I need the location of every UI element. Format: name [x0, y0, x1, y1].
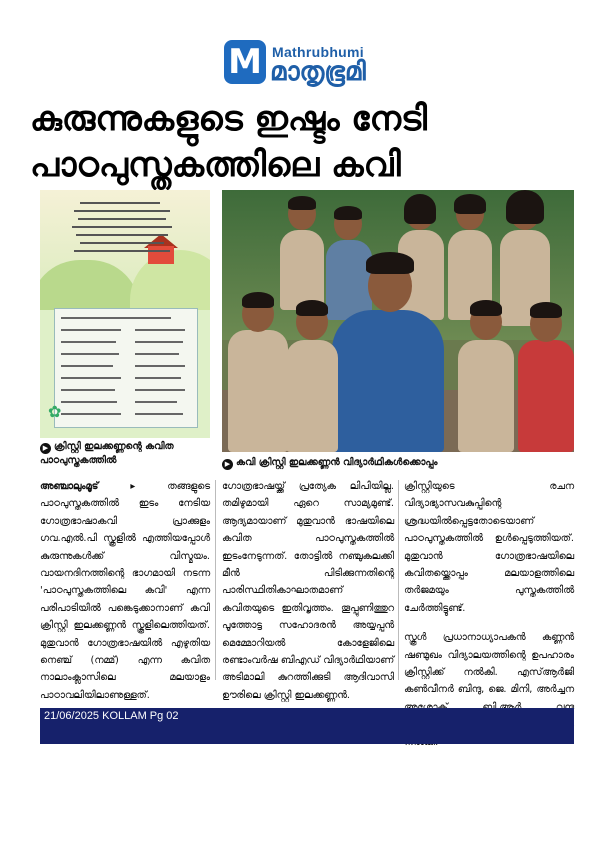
article-column-1: [40, 478, 210, 746]
headline-line-2: പാഠപുസ്തകത്തിലെ കവി: [30, 145, 401, 185]
student-figure: [458, 340, 514, 452]
article-paragraph: ഗോത്രഭാഷയ്ക്ക് പ്രത്യേക ലിപിയില്ല. തമിഴുമായി ഏറെ സാമ്യമുണ്ട്. ആദ്യമായാണ് മുതുവാൻ ഭാഷയിലെ കവിത പാഠപുസ്തകത്തിൽ ഇടംനേടുന്നത്. തോട്ടിൽ നഞ്ചുകലക്കി മീൻ പിടിക്കുന്നതിന്റെ പാരിസ്ഥിതികാഘാതമാണ് കവിതയുടെ ഇതിവൃത്തം. തൂപ്പുണിത്തുറ പൂത്തോട്ട സഹോദരൻ അയ്യപ്പൻ മെമ്മോറിയൽ കോളേജിലെ രണ്ടാംവർഷ ബിഎഡ് വിദ്യാർഥിയാണ് അടിമാലി കുറത്തിക്കുടി ആദിവാസി ഊരിലെ ക്രിസ്റ്റി ഇലക്കണ്ണൻ.: [222, 481, 394, 701]
student-hair: [288, 196, 316, 210]
poet-with-students-photo: [222, 190, 574, 452]
student-figure: [518, 340, 574, 452]
article-paragraph: അഞ്ചാലുംമൂട് ▸ തങ്ങളുടെ പാഠപുസ്തകത്തിൽ ഇടം നേടിയ ഗോത്രഭാഷാകവി പ്രാക്കുളം ഗവ.എൽ.പി സ്കൂളിൽ എത്തിയപ്പോൾ കുരുന്നുകൾക്ക് വിസ്മയം. വായനദിനത്തിന്റെ ഭാഗമായി നടന്ന 'പാഠപുസ്തകത്തിലെ കവി' എന്ന പരിപാടിയിൽ പങ്കെടുക്കാനാണ് കവി ക്രിസ്റ്റി ഇലക്കണ്ണൻ സ്കൂളിലെത്തിയത്. മുതുവാൻ ഗോത്രഭാഷയിൽ എഴുതിയ നെഞ്ച് (നമ്മ്) എന്ന കവിത നാലാംക്ലാസിലെ മലയാളം പാഠാവലിയിലാണുള്ളത്.: [40, 481, 210, 701]
student-hair: [404, 194, 436, 224]
edition-date-page: 21/06/2025 KOLLAM Pg 02: [44, 710, 179, 722]
brand-name-english: Mathrubhumi: [272, 44, 364, 60]
student-figure: [326, 240, 372, 320]
column-divider: [215, 480, 216, 680]
translation-table: [54, 308, 198, 428]
student-figure: [286, 340, 338, 452]
article-paragraph: ക്രിസ്റ്റിയുടെ രചന വിദ്യാഭ്യാസവകുപ്പിന്റെ ശ്രദ്ധയിൽപ്പെട്ടതോടെയാണ് പാഠപുസ്തകത്തിൽ ഉൾപ്പെടുത്തിയത്. മുതുവാൻ ഗോത്രഭാഷയിലെ കവിതയ്ക്കൊപ്പം മലയാളത്തിലെ തർജമയും പുസ്തകത്തിൽ ചേർത്തിട്ടുണ്ട്.: [404, 481, 574, 614]
student-hair: [506, 190, 544, 224]
student-hair: [296, 300, 328, 316]
student-hair: [470, 300, 502, 316]
student-hair: [530, 302, 562, 318]
brand-name-malayalam: മാതൃഭൂമി: [270, 57, 366, 87]
flower-doodle-icon: ✿: [48, 402, 62, 421]
article-paragraph: സ്കൂൾ പ്രധാനാധ്യാപകൻ കണ്ണൻ ഷണ്മുഖം വിദ്യാലയത്തിന്റെ ഉപഹാരം ക്രിസ്റ്റിക്ക് നൽകി. എസ്ആർജി കൺവീനർ ബിന്ദു, ജെ. മിനി, അർച്ചന: [404, 632, 574, 696]
headline-line-1: കുരുന്നുകളുടെ ഇഷ്ടം നേടി: [30, 99, 428, 139]
right-caption-text: കവി ക്രിസ്റ്റി ഇലക്കണ്ണൻ വിദ്യാർഥികൾക്കൊപ്പം: [236, 457, 438, 468]
student-figure: [280, 230, 324, 310]
student-hair: [242, 292, 274, 308]
poet-figure: [332, 310, 444, 452]
dateline: അഞ്ചാലുംമൂട് ▸: [40, 481, 136, 492]
student-hair: [334, 206, 362, 220]
left-photo-caption: [40, 440, 210, 468]
play-icon: ▶: [222, 459, 233, 470]
headline: [30, 96, 570, 188]
student-figure: [228, 330, 288, 452]
play-icon: ▶: [40, 443, 51, 454]
article-column-2: [222, 478, 394, 716]
textbook-page-photo: [40, 190, 210, 438]
column-divider: [398, 480, 399, 680]
left-caption-text: ക്രിസ്റ്റി ഇലക്കണ്ണന്റെ കവിത പാഠപുസ്തകത്തിൽ: [40, 441, 174, 466]
right-photo-caption: [222, 456, 574, 470]
mathrubhumi-logo-icon: M: [224, 40, 266, 84]
poet-hair: [366, 252, 414, 274]
student-hair: [454, 194, 486, 214]
poem-text-lines: [60, 198, 190, 258]
